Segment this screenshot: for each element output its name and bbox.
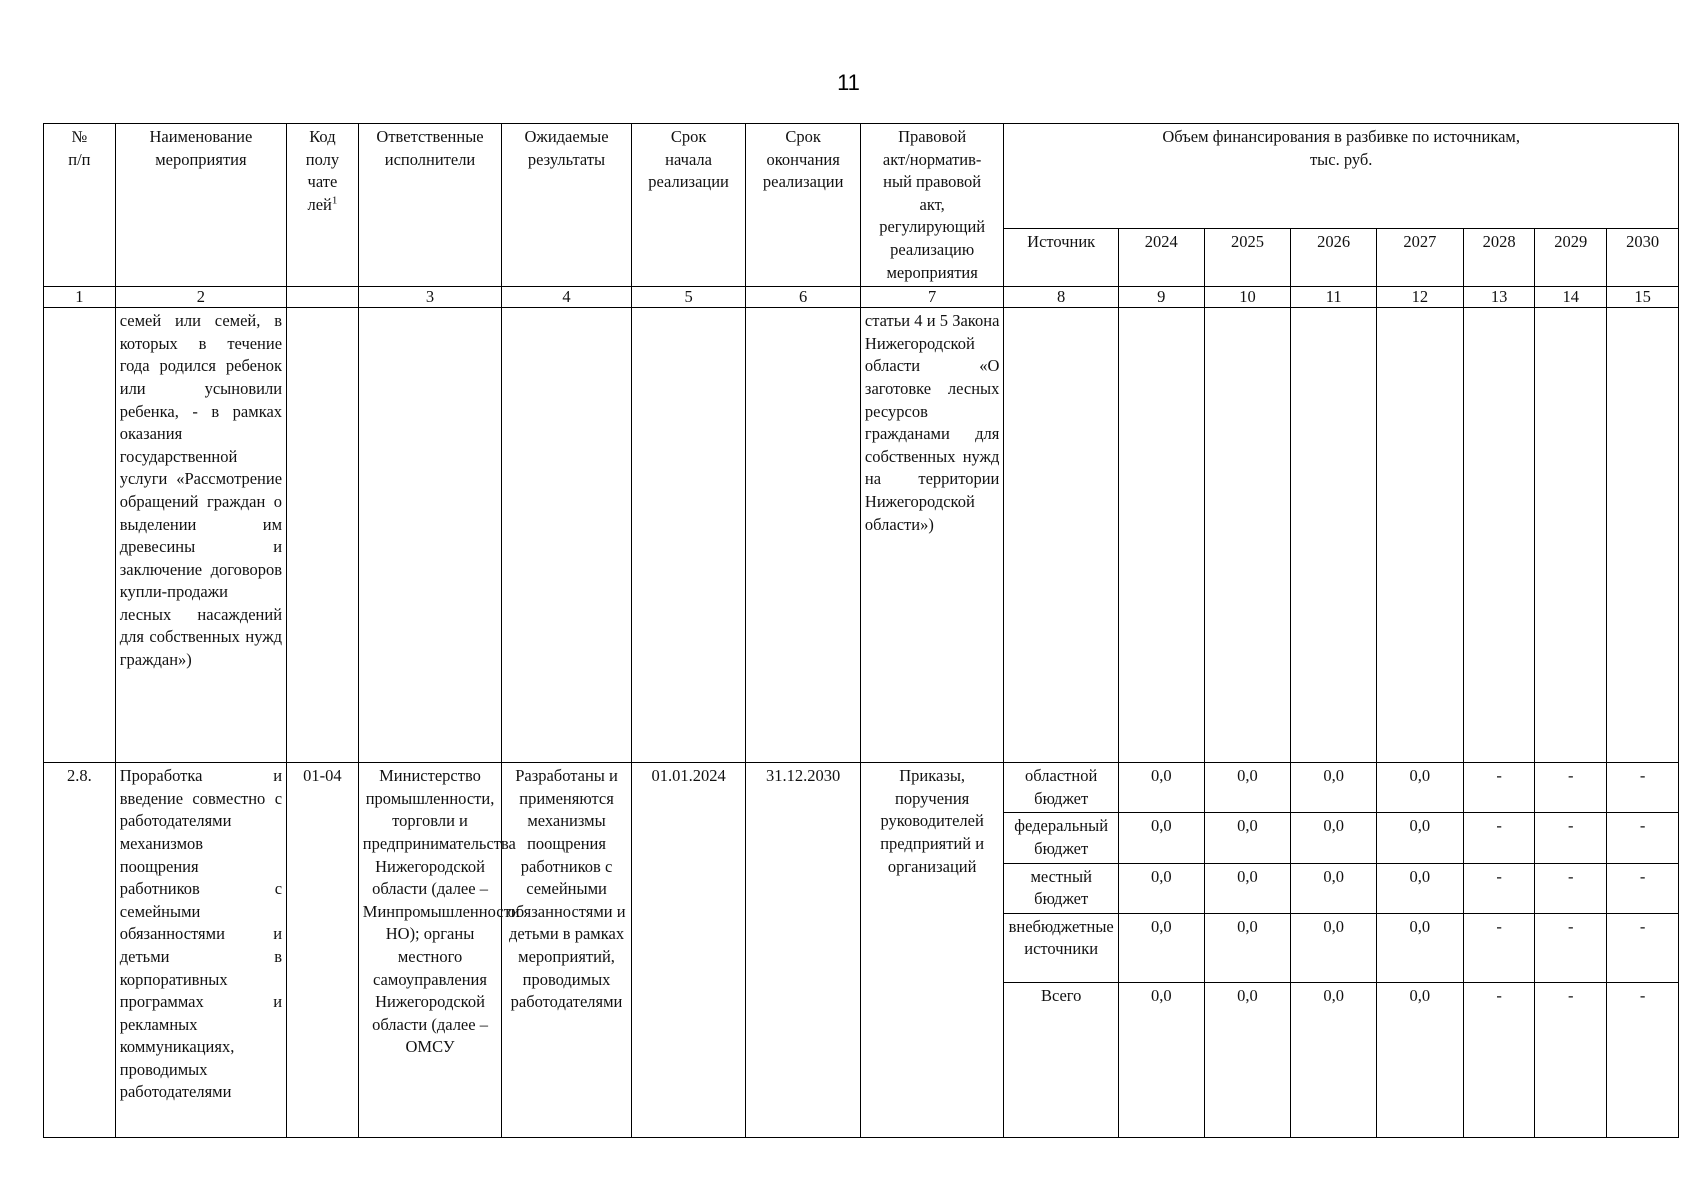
header-code-footnote: 1 [331,194,338,207]
column-number: 14 [1535,287,1607,308]
funding-value: - [1463,763,1535,813]
empty-cell [1463,308,1535,763]
item-results: Разработаны и применяются механизмы поощрения работников с семейными обязанностями и детьми в рамках мероприятий, проводимых работодателями [502,763,632,1138]
funding-source: федеральный бюджет [1004,813,1119,863]
column-number: 7 [860,287,1003,308]
funding-source: внебюджетные источники [1004,913,1119,982]
header-row-1 [44,124,1679,229]
funding-value: - [1463,863,1535,913]
funding-value: 0,0 [1376,813,1463,863]
funding-value: 0,0 [1204,982,1291,1137]
funding-value: - [1535,763,1607,813]
empty-cell [746,308,861,763]
empty-cell [1118,308,1204,763]
header-legal: Правовой акт/норматив- ный правовой акт, регулирующий реализацию мероприятия [860,124,1003,287]
empty-cell [1607,308,1679,763]
page-number: 11 [837,70,860,95]
column-number: 13 [1463,287,1535,308]
empty-cell [1204,308,1291,763]
funding-value: 0,0 [1376,763,1463,813]
header-name: Наименование мероприятия [115,124,286,287]
header-year: 2027 [1376,229,1463,287]
column-number: 6 [746,287,861,308]
header-year: 2025 [1204,229,1291,287]
column-number [287,287,359,308]
header-year: 2028 [1463,229,1535,287]
funding-value: 0,0 [1204,813,1291,863]
empty-cell [1291,308,1377,763]
funding-value: - [1535,813,1607,863]
column-number: 3 [358,287,501,308]
header-executors: Ответственные исполнители [358,124,501,287]
funding-value: - [1463,913,1535,982]
funding-value: - [1463,813,1535,863]
item-code: 01-04 [287,763,359,1138]
empty-cell [1376,308,1463,763]
empty-cell [287,308,359,763]
header-funding: Объем финансирования в разбивке по источникам, тыс. руб. [1004,124,1679,229]
funding-value: 0,0 [1291,982,1377,1137]
funding-value: - [1607,982,1679,1137]
funding-value: 0,0 [1376,863,1463,913]
column-number: 12 [1376,287,1463,308]
item-executors: Министерство промышленности, торговли и предпринимательства Нижегородской области (далее – Минпромышленности НО); органы местного самоуправления Нижегородской области (далее – ОМСУ [358,763,501,1138]
header-num: № п/п [44,124,116,287]
column-number: 11 [1291,287,1377,308]
item-name: Проработка и введение совместно с работодателями механизмов поощрения работников с семейными обязанностями и детьми в корпоративных программах и рекламных коммуникациях, проводимых работодателями [115,763,286,1138]
header-code-text: Код полу чате лей [305,127,340,214]
empty-cell [631,308,746,763]
funding-value: - [1535,863,1607,913]
column-number: 4 [502,287,632,308]
funding-value: - [1535,913,1607,982]
column-number: 8 [1004,287,1119,308]
continuation-num [44,308,116,763]
funding-value: 0,0 [1118,913,1204,982]
column-number: 15 [1607,287,1679,308]
funding-source: Всего [1004,982,1119,1137]
column-number: 1 [44,287,116,308]
funding-value: - [1607,763,1679,813]
item-row [44,763,1679,813]
header-year: 2026 [1291,229,1377,287]
column-number-row [44,287,1679,308]
header-year: 2029 [1535,229,1607,287]
item-num: 2.8. [44,763,116,1138]
item-end-date: 31.12.2030 [746,763,861,1138]
funding-value: 0,0 [1291,863,1377,913]
action-plan-table [43,123,1679,1138]
empty-cell [358,308,501,763]
header-code [287,124,359,287]
funding-value: 0,0 [1376,913,1463,982]
funding-value: - [1535,982,1607,1137]
header-year: 2030 [1607,229,1679,287]
funding-value: 0,0 [1118,982,1204,1137]
column-number: 9 [1118,287,1204,308]
column-number: 10 [1204,287,1291,308]
funding-value: 0,0 [1204,863,1291,913]
column-number: 5 [631,287,746,308]
item-start-date: 01.01.2024 [631,763,746,1138]
funding-value: 0,0 [1118,813,1204,863]
header-start: Срок начала реализации [631,124,746,287]
funding-value: 0,0 [1118,863,1204,913]
header-end: Срок окончания реализации [746,124,861,287]
funding-value: 0,0 [1291,763,1377,813]
funding-value: 0,0 [1204,913,1291,982]
funding-source: местный бюджет [1004,863,1119,913]
header-source: Источник [1004,229,1119,287]
funding-value: 0,0 [1118,763,1204,813]
empty-cell [1004,308,1119,763]
funding-value: - [1607,913,1679,982]
funding-value: 0,0 [1204,763,1291,813]
funding-value: - [1463,982,1535,1137]
empty-cell [1535,308,1607,763]
header-results: Ожидаемые результаты [502,124,632,287]
funding-value: 0,0 [1376,982,1463,1137]
header-year: 2024 [1118,229,1204,287]
funding-source: областной бюджет [1004,763,1119,813]
continuation-name: семей или семей, в которых в течение года родился ребенок или усыновили ребенка, - в рамках оказания государственной услуги «Рассмотрение обращений граждан о выделении им древесины и заключение договоров купли-продажи лесных насаждений для собственных нужд граждан») [115,308,286,763]
empty-cell [502,308,632,763]
continuation-row [44,308,1679,763]
funding-value: - [1607,863,1679,913]
funding-value: 0,0 [1291,913,1377,982]
funding-value: - [1607,813,1679,863]
column-number: 2 [115,287,286,308]
continuation-legal: статьи 4 и 5 Закона Нижегородской области «О заготовке лесных ресурсов гражданами для собственных нужд на территории Нижегородской области») [860,308,1003,763]
funding-value: 0,0 [1291,813,1377,863]
item-legal: Приказы, поручения руководителей предприятий и организаций [860,763,1003,1138]
